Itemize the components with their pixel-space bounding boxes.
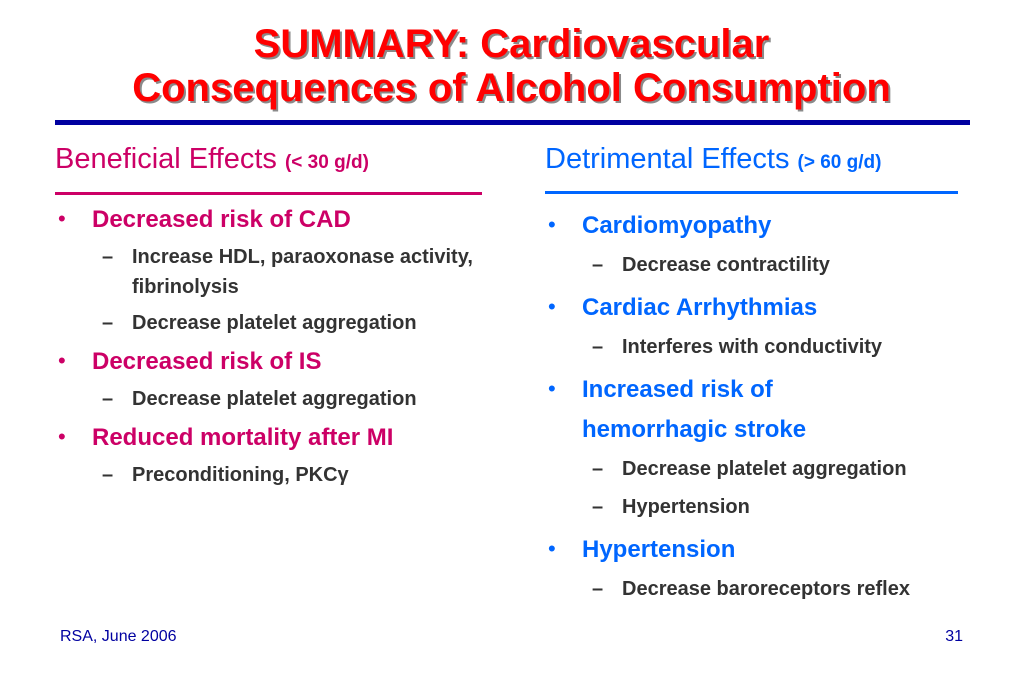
sub-item — [582, 246, 1005, 284]
slide-title — [0, 22, 1023, 110]
detrimental-heading — [545, 140, 1005, 182]
sub-list — [582, 570, 1005, 608]
list-item-label: Hypertension — [582, 536, 736, 563]
sub-item-label: Preconditioning, PKCγ — [132, 464, 349, 486]
dash-icon: – — [102, 464, 114, 486]
beneficial-heading-underline — [55, 192, 482, 195]
dash-icon: – — [592, 254, 604, 276]
beneficial-list — [55, 204, 495, 498]
list-item — [55, 422, 495, 490]
list-item — [545, 370, 1005, 526]
list-item-label: Cardiac Arrhythmias — [582, 294, 818, 321]
sub-item-label: Decrease contractility — [622, 254, 830, 276]
title-divider — [55, 120, 970, 125]
sub-list — [582, 328, 1005, 366]
bullet-icon: • — [548, 212, 556, 237]
dash-icon: – — [102, 312, 114, 334]
list-item-label: Reduced mortality after MI — [92, 424, 394, 451]
sub-item-label: Increase HDL, paraoxonase activity, fibrinolysis — [132, 246, 473, 298]
sub-item-label: Decrease platelet aggregation — [132, 388, 417, 410]
sub-item — [92, 384, 495, 414]
dash-icon: – — [592, 578, 604, 600]
slide-title-line-2: Consequences of Alcohol Consumption — [132, 66, 891, 110]
sub-item-label: Hypertension — [622, 496, 750, 518]
list-item — [545, 530, 1005, 608]
list-item — [545, 206, 1005, 284]
list-item-label: Increased risk of hemorrhagic stroke — [582, 376, 807, 443]
detrimental-heading-underline — [545, 191, 958, 194]
sub-item-label: Interferes with conductivity — [622, 336, 883, 358]
detrimental-column — [545, 140, 1005, 600]
sub-list — [582, 246, 1005, 284]
sub-item — [92, 460, 495, 490]
sub-item — [92, 242, 495, 302]
sub-item-label: Decrease platelet aggregation — [132, 312, 417, 334]
detrimental-heading-text: Detrimental Effects — [545, 143, 790, 175]
dash-icon: – — [102, 246, 114, 268]
list-item-label: Decreased risk of IS — [92, 348, 322, 375]
sub-item-label: Decrease baroreceptors reflex — [622, 578, 910, 600]
bullet-icon: • — [548, 376, 556, 401]
sub-item — [582, 488, 1005, 526]
list-item — [55, 346, 495, 414]
sub-list — [92, 460, 495, 490]
list-item-label: Cardiomyopathy — [582, 212, 772, 239]
sub-item — [582, 328, 1005, 366]
sub-item-label: Decrease platelet aggregation — [622, 458, 907, 480]
beneficial-range: (< 30 g/d) — [284, 152, 369, 173]
bullet-icon: • — [58, 348, 66, 373]
sub-list — [582, 450, 1005, 526]
list-item-label: Decreased risk of CAD — [92, 206, 351, 233]
bullet-icon: • — [548, 536, 556, 561]
bullet-icon: • — [548, 294, 556, 319]
sub-list — [92, 384, 495, 414]
sub-item — [582, 570, 1005, 608]
footer-date: RSA, June 2006 — [60, 628, 177, 645]
bullet-icon: • — [58, 206, 66, 231]
beneficial-heading-text: Beneficial Effects — [55, 143, 277, 175]
slide-title-line-1: SUMMARY: Cardiovascular — [253, 22, 770, 66]
dash-icon: – — [592, 458, 604, 480]
bullet-icon: • — [58, 424, 66, 449]
sub-list — [92, 242, 495, 338]
dash-icon: – — [592, 336, 604, 358]
beneficial-column — [55, 140, 495, 486]
detrimental-list — [545, 206, 1005, 612]
dash-icon: – — [102, 388, 114, 410]
page-number: 31 — [945, 628, 963, 645]
sub-item — [582, 450, 1005, 488]
beneficial-heading — [55, 140, 495, 182]
detrimental-range: (> 60 g/d) — [797, 152, 882, 173]
dash-icon: – — [592, 496, 604, 518]
sub-item — [92, 308, 495, 338]
list-item — [55, 204, 495, 338]
list-item — [545, 288, 1005, 366]
